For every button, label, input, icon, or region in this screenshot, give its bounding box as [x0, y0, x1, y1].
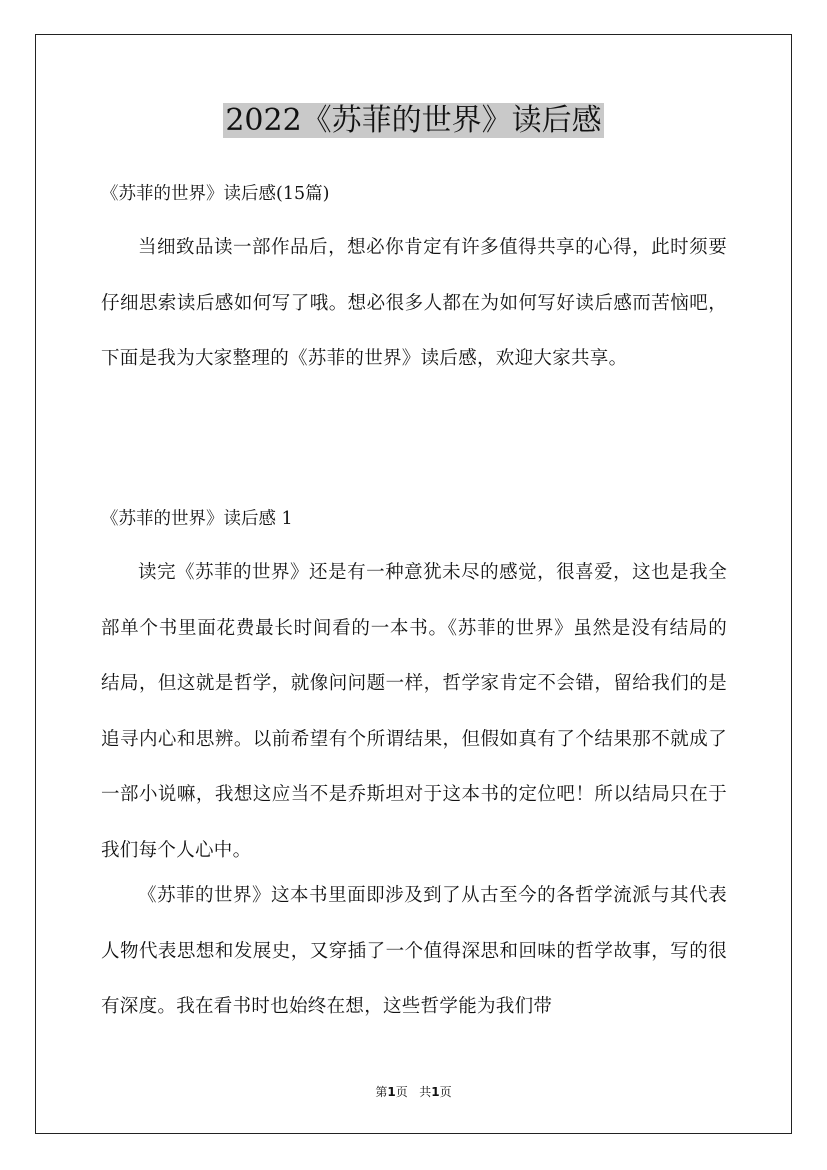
section-heading: 《苏菲的世界》读后感 1 — [101, 509, 293, 529]
document-title-row — [0, 100, 827, 142]
page-prefix: 第 — [375, 1085, 388, 1099]
total-suffix: 页 — [439, 1085, 452, 1099]
intro-paragraph: 当细致品读一部作品后，想必你肯定有许多值得共享的心得，此时须要仔细思索读后感如何写了哦。想必很多人都在为如何写好读后感而苦恼吧，下面是我为大家整理的《苏菲的世界》读后感，欢迎大家共享。 — [101, 237, 727, 369]
document-title: 2022《苏菲的世界》读后感 — [225, 103, 602, 138]
body-paragraph-1: 读完《苏菲的世界》还是有一种意犹未尽的感觉，很喜爱，这也是我全部单个书里面花费最长时间看的一本书。《苏菲的世界》虽然是没有结局的结局，但这就是哲学，就像问问题一样，哲学家肯定不会错，留给我们的是追寻内心和思辨。以前希望有个所谓结果，但假如真有了个结果那不就成了一部小说嘛，我想这应当不是乔斯坦对于这本书的定位吧！所以结局只在于我们每个人心中。 — [101, 562, 727, 861]
total-prefix: 共 — [419, 1085, 432, 1099]
page-total: 1 — [431, 1085, 440, 1099]
body-paragraph-2: 《苏菲的世界》这本书里面即涉及到了从古至今的各哲学流派与其代表人物代表思想和发展史，又穿插了一个值得深思和回味的哲学故事，写的很有深度。我在看书时也始终在想，这些哲学能为我们带 — [101, 885, 727, 1017]
document-subtitle: 《苏菲的世界》读后感(15篇) — [101, 184, 330, 204]
page-current: 1 — [387, 1085, 396, 1099]
page-footer — [0, 1083, 827, 1100]
page-suffix: 页 — [395, 1085, 408, 1099]
